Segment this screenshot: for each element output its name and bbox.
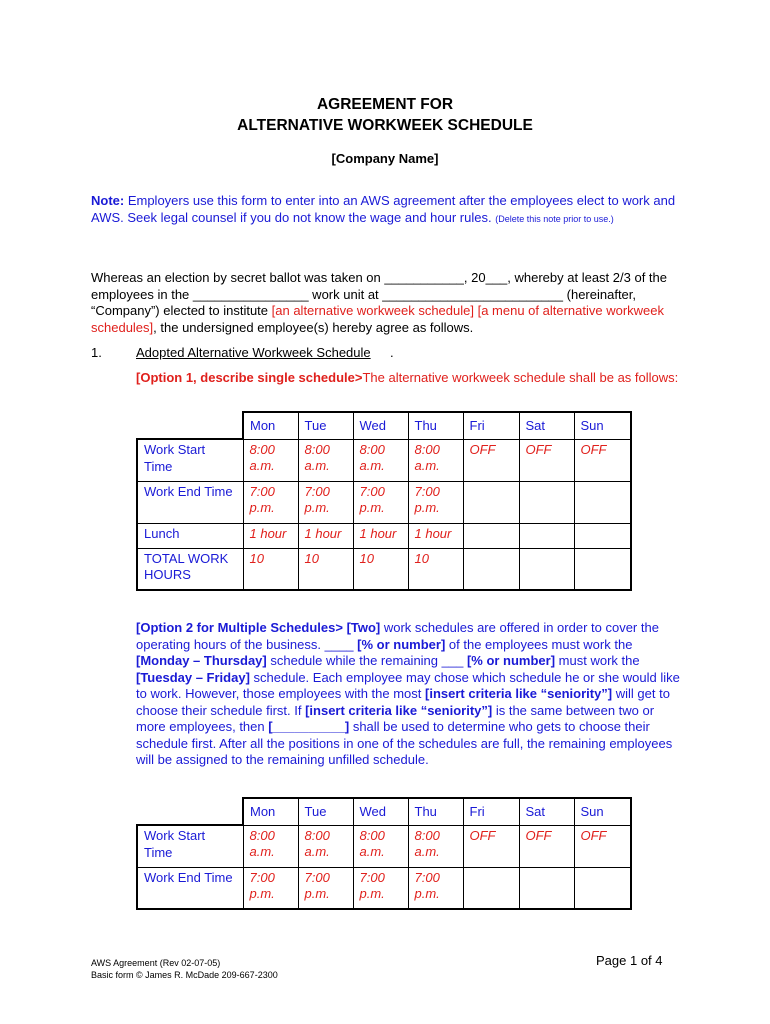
- table-cell: 8:00 a.m.: [353, 825, 408, 867]
- table-cell: [519, 523, 574, 548]
- table-cell: 7:00 p.m.: [298, 867, 353, 909]
- table-cell: 7:00 p.m.: [353, 867, 408, 909]
- header-blank-cell: [137, 798, 243, 825]
- table-row: [137, 867, 631, 909]
- option-2-text: is the same between two or more employees, then: [136, 702, 655, 734]
- day-header-thu: Thu: [408, 412, 463, 439]
- table-cell: 7:00 p.m.: [298, 481, 353, 523]
- day-header-fri: Fri: [463, 798, 519, 825]
- row-label-work-end: Work End Time: [137, 481, 243, 523]
- table-cell: [519, 548, 574, 590]
- option-2-bold: [insert criteria like “seniority”]: [305, 702, 493, 718]
- title-line-2: ALTERNATIVE WORKWEEK SCHEDULE: [237, 117, 533, 134]
- whereas-part-2: , the undersigned employee(s) hereby agree as follows.: [153, 319, 474, 335]
- option-1-label: [Option 1, describe single schedule>: [136, 370, 363, 385]
- table-cell: [574, 867, 631, 909]
- section-heading-dot: .: [390, 345, 394, 360]
- table-row: [137, 481, 631, 523]
- option-2-text: shall be used to determine who gets to choose their schedule first. After all the positions in one of the schedules are full, the remaining employees will be assigned to the remaining unfilled schedule.: [136, 719, 673, 767]
- day-header-sat: Sat: [519, 798, 574, 825]
- day-header-sun: Sun: [574, 798, 631, 825]
- table-cell: 7:00 p.m.: [408, 481, 463, 523]
- note-small-text: (Delete this note prior to use.): [495, 213, 614, 224]
- option-2-label: [Option 2 for Multiple Schedules>: [136, 620, 343, 635]
- note-paragraph: [91, 193, 681, 227]
- company-name: [Company Name]: [331, 151, 439, 166]
- whereas-red-text: [an alternative workweek schedule] [a menu of alternative workweek schedules]: [91, 303, 665, 335]
- option-2-paragraph: [136, 620, 681, 769]
- table-cell: 1 hour: [353, 523, 408, 548]
- title-line-1: AGREEMENT FOR: [316, 96, 454, 113]
- option-2-bold: [% or number]: [466, 653, 556, 668]
- option-1-text: The alternative workweek schedule shall be as follows:: [362, 370, 679, 385]
- table-cell: 8:00 a.m.: [243, 439, 298, 481]
- option-1-paragraph: [136, 370, 681, 387]
- row-label-work-end: Work End Time: [137, 867, 243, 909]
- table-cell: 8:00 a.m.: [408, 825, 463, 867]
- table-cell: [463, 523, 519, 548]
- note-label: Note:: [91, 193, 125, 208]
- day-header-fri: Fri: [463, 412, 519, 439]
- row-label-work-start: Work Start Time: [137, 439, 243, 481]
- day-header-tue: Tue: [298, 412, 353, 439]
- table-cell: [574, 548, 631, 590]
- row-label-lunch: Lunch: [137, 523, 243, 548]
- option-2-text: of the employees must work the: [445, 636, 633, 652]
- table-cell: [574, 481, 631, 523]
- row-label-work-start: Work Start Time: [137, 825, 243, 867]
- table-cell: 8:00 a.m.: [353, 439, 408, 481]
- table-cell: 8:00 a.m.: [298, 825, 353, 867]
- table-row: [137, 523, 631, 548]
- table-cell: OFF: [574, 825, 631, 867]
- table-cell: OFF: [463, 439, 519, 481]
- footer-revision: AWS Agreement (Rev 02-07-05): [91, 958, 221, 968]
- table-cell: [463, 481, 519, 523]
- option-2-bold: [Tuesday – Friday]: [136, 669, 250, 685]
- whereas-paragraph: [91, 270, 681, 336]
- table-row: [137, 548, 631, 590]
- table-cell: 8:00 a.m.: [298, 439, 353, 481]
- table-cell: 1 hour: [408, 523, 463, 548]
- table-cell: 7:00 p.m.: [243, 481, 298, 523]
- option-2-bold: [__________]: [268, 719, 350, 734]
- table-cell: [574, 523, 631, 548]
- table-cell: OFF: [463, 825, 519, 867]
- table-header-row: [137, 798, 631, 825]
- table-cell: 8:00 a.m.: [243, 825, 298, 867]
- table-cell: [463, 548, 519, 590]
- day-header-sun: Sun: [574, 412, 631, 439]
- table-cell: OFF: [574, 439, 631, 481]
- whereas-part-1: Whereas an election by secret ballot was taken on ___________, 20___, whereby at least 2/3 of the employees in the ________________ work unit at _________________________ (hereinafter, “Company”) elected to institute: [91, 270, 667, 318]
- day-header-wed: Wed: [353, 798, 408, 825]
- table-header-row: [137, 412, 631, 439]
- day-header-mon: Mon: [243, 412, 298, 439]
- table-row: [137, 439, 631, 481]
- footer-info: [91, 957, 278, 981]
- table-cell: 10: [353, 548, 408, 590]
- table-cell: [463, 867, 519, 909]
- table-cell: 1 hour: [298, 523, 353, 548]
- day-header-wed: Wed: [353, 412, 408, 439]
- option-2-bold: [Two]: [346, 620, 381, 635]
- option-2-text: schedule. Each employee may chose which schedule he or she would like to work. However, those employees with the most: [136, 669, 680, 701]
- table-cell: 10: [408, 548, 463, 590]
- table-cell: 1 hour: [243, 523, 298, 548]
- day-header-mon: Mon: [243, 798, 298, 825]
- table-row: [137, 825, 631, 867]
- section-heading: Adopted Alternative Workweek Schedule: [136, 345, 371, 360]
- day-header-thu: Thu: [408, 798, 463, 825]
- option-2-text: must work the: [555, 653, 640, 668]
- option-2-text: will get to choose their schedule first. If: [136, 686, 670, 718]
- table-cell: 7:00 p.m.: [353, 481, 408, 523]
- table-cell: 8:00 a.m.: [408, 439, 463, 481]
- option-2-bold: [Monday – Thursday]: [136, 653, 267, 668]
- document-title: [0, 94, 770, 136]
- option-2-text: work schedules are offered in order to cover the operating hours of the business. ____: [136, 620, 659, 652]
- row-label-total-hours: TOTAL WORK HOURS: [137, 548, 243, 590]
- option-2-bold: [insert criteria like “seniority”]: [425, 686, 613, 701]
- header-blank-cell: [137, 412, 243, 439]
- table-cell: [519, 481, 574, 523]
- table-cell: 7:00 p.m.: [243, 867, 298, 909]
- option-2-text: schedule while the remaining ___: [266, 653, 467, 668]
- table-cell: 10: [243, 548, 298, 590]
- table-cell: 7:00 p.m.: [408, 867, 463, 909]
- table-cell: OFF: [519, 825, 574, 867]
- day-header-sat: Sat: [519, 412, 574, 439]
- schedule-table-2: [136, 797, 632, 910]
- section-number: 1.: [91, 345, 102, 360]
- table-cell: 10: [298, 548, 353, 590]
- footer-copyright: Basic form © James R. McDade 209-667-2300: [91, 970, 278, 980]
- day-header-tue: Tue: [298, 798, 353, 825]
- table-cell: OFF: [519, 439, 574, 481]
- table-cell: [519, 867, 574, 909]
- note-text: Employers use this form to enter into an AWS agreement after the employees elect to work and AWS. Seek legal counsel if you do not know the wage and hour rules.: [91, 193, 676, 225]
- page-number: Page 1 of 4: [596, 953, 663, 968]
- schedule-table-1: [136, 411, 632, 591]
- option-2-bold: [% or number]: [357, 636, 446, 652]
